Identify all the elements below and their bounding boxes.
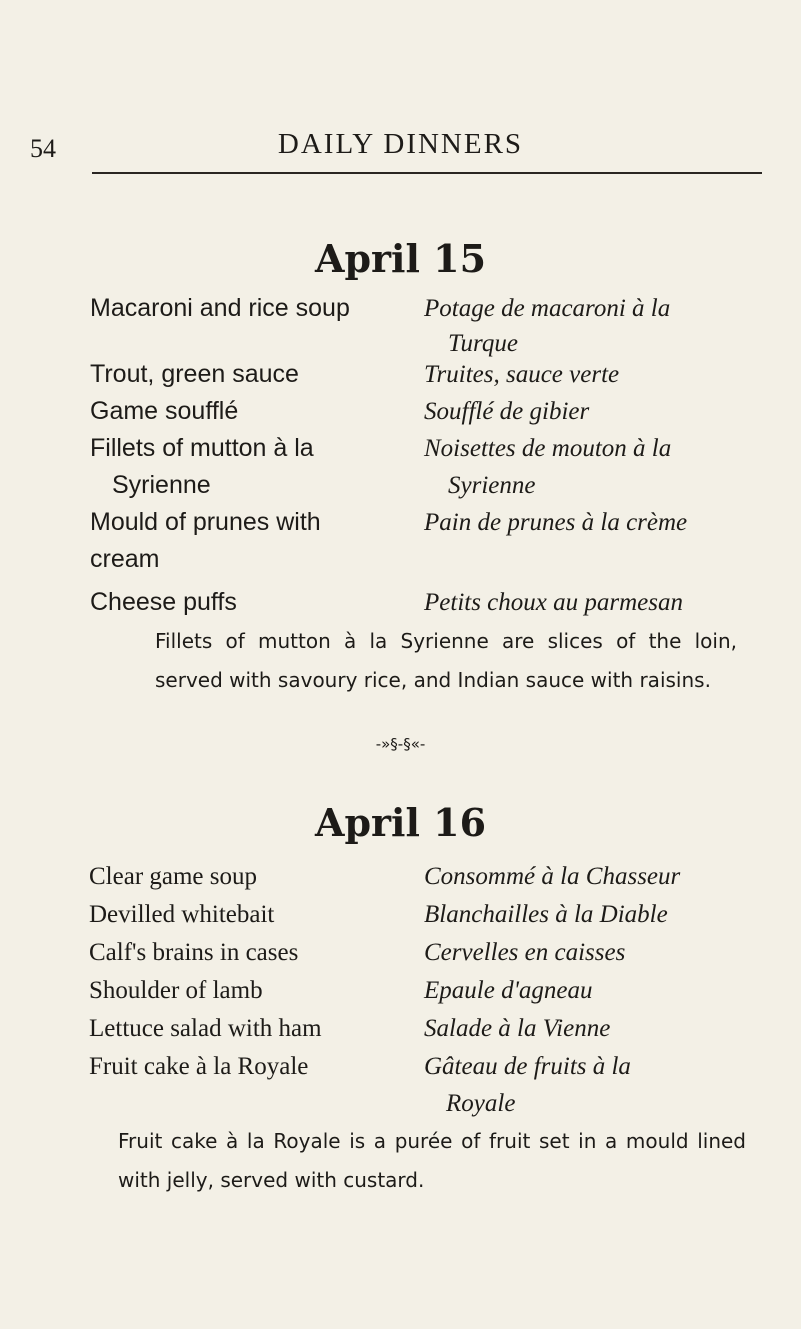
april-16-dish-fr: Gâteau de fruits à la (424, 1053, 631, 1080)
april-16-dish-fr: Salade à la Vienne (424, 1015, 611, 1042)
april-16-dish-en: Shoulder of lamb (89, 977, 263, 1004)
april-16-dish-en: Fruit cake à la Royale (89, 1053, 309, 1080)
april-15-dish-fr: Syrienne (448, 472, 536, 499)
april-16-dish-fr: Cervelles en caisses (424, 939, 626, 966)
april-15-dish-en: Trout, green sauce (90, 360, 299, 388)
april-15-dish-en: Game soufflé (90, 397, 239, 425)
april-15-dish-en: cream (90, 545, 160, 573)
april-16-heading: April 16 (314, 800, 487, 845)
april-16-note: Fruit cake à la Royale is a purée of fruit set in a mould lined with jelly, served with custard. (118, 1129, 746, 1192)
april-15-dish-en: Macaroni and rice soup (90, 294, 350, 322)
april-15-note: Fillets of mutton à la Syrienne are slices of the loin, served with savoury rice, and Indian sauce with raisins. (155, 629, 737, 692)
april-15-dish-en: Cheese puffs (90, 588, 237, 616)
april-16-dish-en: Calf's brains in cases (89, 939, 299, 966)
april-15-dish-fr: Pain de prunes à la crème (424, 509, 688, 536)
april-15-dish-en: Mould of prunes with (90, 508, 321, 536)
april-15-dish-fr: Turque (448, 330, 518, 357)
april-16-dish-en: Devilled whitebait (89, 901, 275, 928)
april-15-dish-fr: Noisettes de mouton à la (424, 435, 672, 462)
april-16-dish-en: Clear game soup (89, 863, 258, 890)
april-15-heading: April 15 (314, 236, 487, 281)
ornament-divider: -»§-§«- (375, 735, 426, 753)
april-16-dish-fr: Consommé à la Chasseur (424, 863, 681, 890)
page-number: 54 (30, 134, 56, 163)
april-16-dish-fr: Royale (446, 1090, 516, 1117)
april-15-dish-fr: Soufflé de gibier (424, 398, 590, 425)
april-16-dish-en: Lettuce salad with ham (89, 1015, 322, 1042)
april-15-dish-fr: Potage de macaroni à la (424, 295, 671, 322)
header-rule (92, 172, 762, 174)
april-15-dish-en: Syrienne (112, 471, 211, 499)
april-15-dish-fr: Truites, sauce verte (424, 361, 620, 388)
april-16-dish-fr: Blanchailles à la Diable (424, 901, 668, 928)
april-16-dish-fr: Epaule d'agneau (424, 977, 593, 1004)
running-head: DAILY DINNERS (277, 128, 524, 160)
april-15-dish-fr: Petits choux au parmesan (424, 589, 683, 616)
april-15-dish-en: Fillets of mutton à la (90, 434, 314, 462)
